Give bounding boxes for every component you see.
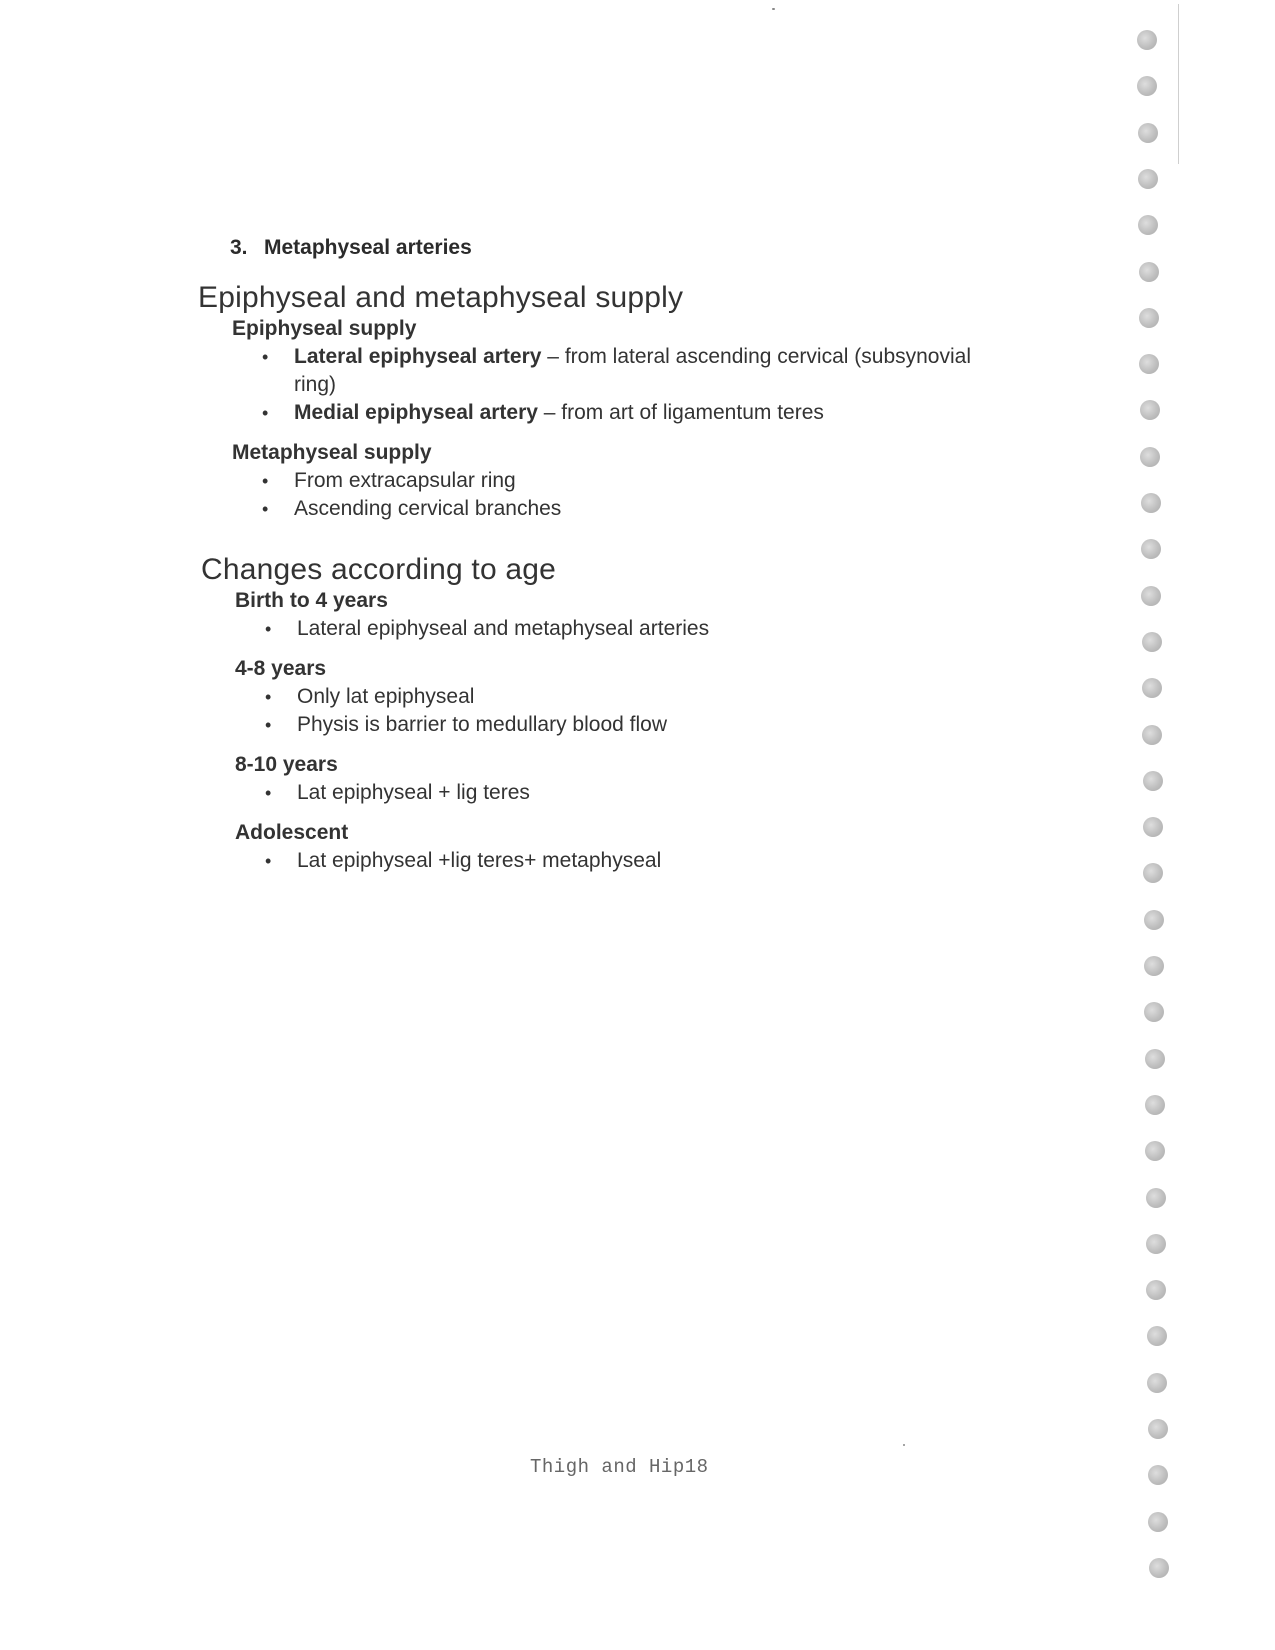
subheading-epiphyseal: Epiphyseal supply <box>232 317 417 340</box>
bullet-icon: • <box>262 347 269 367</box>
section-heading: Changes according to age <box>201 553 557 586</box>
binding-hole-icon <box>1146 1280 1166 1300</box>
binding-hole-icon <box>1142 725 1162 745</box>
binding-hole-icon <box>1142 678 1162 698</box>
section-heading: Epiphyseal and metaphyseal supply <box>198 281 684 314</box>
numbered-list-item <box>230 236 472 260</box>
subheading-4-8: 4-8 years <box>235 657 327 680</box>
binding-hole-icon <box>1149 1558 1169 1578</box>
binding-hole-icon <box>1145 1141 1165 1161</box>
list-item-text: Lat epiphyseal + lig teres <box>297 781 530 804</box>
list-item <box>262 467 1018 495</box>
binding-hole-icon <box>1148 1419 1168 1439</box>
binding-hole-icon <box>1138 215 1158 235</box>
list-number: 3. <box>230 236 248 259</box>
subheading-8-10: 8-10 years <box>235 753 338 776</box>
age-group-list <box>201 779 1021 807</box>
binding-hole-icon <box>1139 354 1159 374</box>
binding-hole-icon <box>1144 1002 1164 1022</box>
binding-hole-icon <box>1141 586 1161 606</box>
subheading-birth-to-4: Birth to 4 years <box>235 589 388 612</box>
list-item-text: Ascending cervical branches <box>294 497 562 520</box>
epiphyseal-list <box>198 343 1018 427</box>
list-item <box>262 495 1018 523</box>
list-item <box>262 343 1018 399</box>
bullet-icon: • <box>265 687 272 707</box>
binding-hole-icon <box>1146 1234 1166 1254</box>
binding-hole-icon <box>1138 123 1158 143</box>
list-item-bold: Lateral epiphyseal artery <box>294 345 542 368</box>
binding-hole-icon <box>1137 30 1157 50</box>
binding-hole-icon <box>1147 1326 1167 1346</box>
binding-hole-icon <box>1143 817 1163 837</box>
list-item-text: From extracapsular ring <box>294 469 516 492</box>
list-item <box>265 683 1021 711</box>
binding-hole-icon <box>1137 76 1157 96</box>
page-footer: Thigh and Hip18 <box>530 1456 709 1478</box>
binding-hole-icon <box>1143 863 1163 883</box>
list-item-text: Lateral epiphyseal and metaphyseal arteries <box>297 617 710 640</box>
age-group-list <box>201 847 1021 875</box>
list-item-text: – from art of ligamentum teres <box>537 401 824 424</box>
binding-hole-icon <box>1139 308 1159 328</box>
section-blood-supply <box>198 281 1018 537</box>
list-item-text: Physis is barrier to medullary blood flow <box>297 713 667 736</box>
list-item-text: Lat epiphyseal +lig teres+ metaphyseal <box>297 849 662 872</box>
list-item <box>265 847 1021 875</box>
list-item-text: Metaphyseal arteries <box>264 236 472 259</box>
list-item-text: – from lateral ascending cervical (subsynovial ring) <box>294 345 971 396</box>
list-item-text: Only lat epiphyseal <box>297 685 475 708</box>
binding-hole-icon <box>1145 1095 1165 1115</box>
bullet-icon: • <box>265 851 272 871</box>
list-item <box>265 711 1021 739</box>
list-item <box>265 779 1021 807</box>
binding-hole-icon <box>1144 910 1164 930</box>
age-group-list <box>201 615 1021 643</box>
binding-hole-icon <box>1146 1188 1166 1208</box>
scan-speck <box>903 1444 905 1446</box>
binding-hole-icon <box>1148 1512 1168 1532</box>
bullet-icon: • <box>265 783 272 803</box>
metaphyseal-list <box>198 467 1018 523</box>
binding-holes <box>1145 0 1275 1650</box>
binding-hole-icon <box>1140 447 1160 467</box>
binding-hole-icon <box>1148 1465 1168 1485</box>
binding-hole-icon <box>1141 493 1161 513</box>
bullet-icon: • <box>262 471 269 491</box>
subheading-metaphyseal: Metaphyseal supply <box>232 441 432 464</box>
list-item-bold: Medial epiphyseal artery <box>294 401 538 424</box>
paper-edge <box>1178 4 1179 164</box>
bullet-icon: • <box>262 499 269 519</box>
binding-hole-icon <box>1147 1373 1167 1393</box>
list-item <box>265 615 1021 643</box>
bullet-icon: • <box>262 403 269 423</box>
binding-hole-icon <box>1145 1049 1165 1069</box>
binding-hole-icon <box>1140 400 1160 420</box>
section-age-changes <box>201 553 1021 889</box>
age-group-list <box>201 683 1021 739</box>
binding-hole-icon <box>1144 956 1164 976</box>
binding-hole-icon <box>1142 632 1162 652</box>
subheading-adolescent: Adolescent <box>235 821 349 844</box>
binding-hole-icon <box>1138 169 1158 189</box>
list-item <box>262 399 1018 427</box>
binding-hole-icon <box>1143 771 1163 791</box>
scan-speck <box>772 8 775 10</box>
binding-hole-icon <box>1139 262 1159 282</box>
binding-hole-icon <box>1141 539 1161 559</box>
bullet-icon: • <box>265 619 272 639</box>
bullet-icon: • <box>265 715 272 735</box>
